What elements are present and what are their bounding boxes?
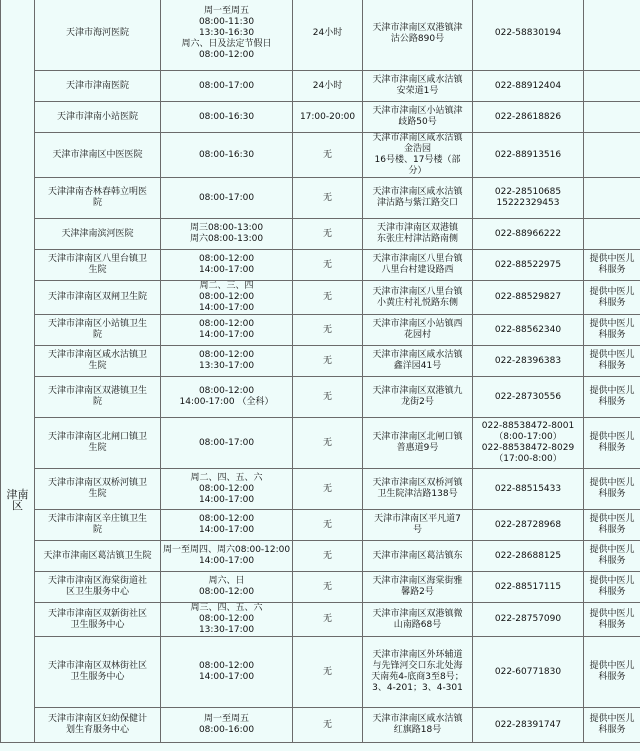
hospital-phone-line: 022-88912404 xyxy=(494,80,562,91)
hospital-address xyxy=(363,71,473,102)
opening-hours xyxy=(161,418,293,469)
table-row xyxy=(1,541,640,572)
hospital-address xyxy=(363,418,473,469)
hospital-name xyxy=(35,102,161,133)
opening-hours-line: 14:00-17:00 （全科） xyxy=(179,397,274,407)
opening-hours-line: 14:00-17:00 xyxy=(198,556,255,566)
opening-hours xyxy=(161,178,293,219)
evening-hours: 无 xyxy=(293,250,363,281)
opening-hours xyxy=(161,102,293,133)
evening-hours: 无 xyxy=(293,219,363,250)
hospital-name xyxy=(35,0,161,71)
hospital-address xyxy=(363,219,473,250)
hospital-address-line: 红旗路18号 xyxy=(393,725,442,735)
service-note-line: 科服务 xyxy=(598,397,626,407)
hospital-phone-line: 022-88538472-8001 xyxy=(481,421,575,431)
hospital-address-line: 小黄庄村礼悦路东侧 xyxy=(376,297,458,308)
opening-hours-line: 08:00-16:30 xyxy=(198,149,255,160)
opening-hours-line: 14:00-17:00 xyxy=(198,525,255,535)
evening-hours: 24小时 xyxy=(293,71,363,102)
hospital-phone xyxy=(473,71,584,102)
hospital-address-line: 16号楼、17号楼（部 xyxy=(374,155,461,165)
hospital-name-line: 生院 xyxy=(88,265,107,275)
opening-hours-line: 周六08:00-13:00 xyxy=(189,234,264,244)
opening-hours xyxy=(161,281,293,315)
opening-hours-line: 08:00-12:00 xyxy=(198,514,255,524)
hospital-address-line: 分） xyxy=(408,166,427,176)
evening-hours: 无 xyxy=(293,418,363,469)
hospital-address-line: 天津市津南区咸水沽镇 xyxy=(372,75,463,85)
hospital-phone xyxy=(473,469,584,510)
hospital-phone-line: 022-28396383 xyxy=(494,355,562,366)
service-note xyxy=(584,469,640,510)
table-row xyxy=(1,178,640,219)
opening-hours-line: 周二、三、四 xyxy=(199,281,254,291)
hospital-name-line: 天津市津南区海棠街道社 xyxy=(47,576,147,586)
opening-hours-line: 08:00-12:00 xyxy=(198,254,255,264)
opening-hours-line: 周二、四、五、六 xyxy=(190,472,263,483)
service-note xyxy=(584,637,640,708)
service-note xyxy=(584,541,640,572)
hospital-name-line: 天津市津南区八里台镇卫 xyxy=(47,254,147,264)
opening-hours xyxy=(161,603,293,637)
hospital-address-line: 安荣道1号 xyxy=(396,86,439,96)
hospital-name xyxy=(35,708,161,743)
hospital-name xyxy=(35,133,161,178)
hospital-name-line: 卫生服务中心 xyxy=(70,619,125,630)
opening-hours-line: 08:00-12:00 xyxy=(198,50,255,60)
opening-hours xyxy=(161,637,293,708)
service-note xyxy=(584,250,640,281)
hospital-phone xyxy=(473,281,584,315)
service-note-line: 提供中医儿 xyxy=(589,386,635,396)
hospital-phone-line: 022-88913516 xyxy=(494,149,562,160)
table-row xyxy=(1,603,640,637)
opening-hours-line: 周三08:00-13:00 xyxy=(189,223,264,233)
opening-hours xyxy=(161,71,293,102)
hospital-address-line: 天津市津南区双桥河镇 xyxy=(372,478,463,488)
hospital-address xyxy=(363,541,473,572)
service-note xyxy=(584,708,640,743)
hospital-phone-line: 022-28757090 xyxy=(494,614,562,624)
service-note-line: 科服务 xyxy=(598,725,626,735)
service-note-line: 提供中医儿 xyxy=(589,661,635,671)
service-note xyxy=(584,133,640,178)
hospital-phone-line: 022-88522975 xyxy=(494,259,562,270)
table-row xyxy=(1,469,640,510)
table-row xyxy=(1,572,640,603)
hospital-phone xyxy=(473,603,584,637)
hospital-address-line: 天津市津南区双港镇 xyxy=(376,223,458,233)
hospital-address-line: 天津市津南区小站镇西 xyxy=(372,319,463,329)
hospital-address xyxy=(363,250,473,281)
hospital-name-line: 卫生服务中心 xyxy=(70,672,125,682)
hospital-name-line: 天津市津南区辛庄镇卫生 xyxy=(47,514,147,524)
hospital-address-line: 天津市津南区葛沽镇东 xyxy=(372,550,463,561)
hospital-phone-line: 022-28728968 xyxy=(494,519,562,530)
service-note-line: 提供中医儿 xyxy=(589,608,635,619)
hospital-address-line: 鑫洋园41号 xyxy=(393,361,442,371)
hospital-name-line: 天津市津南区双林街社区 xyxy=(47,661,147,671)
hospital-name-line: 天津市津南小站医院 xyxy=(56,111,138,122)
opening-hours-line: 08:00-12:00 xyxy=(198,614,255,624)
opening-hours xyxy=(161,219,293,250)
hospital-phone-line: 022-88529827 xyxy=(494,292,562,302)
opening-hours xyxy=(161,0,293,71)
service-note-line: 科服务 xyxy=(598,525,626,535)
table-row xyxy=(1,281,640,315)
hospital-name xyxy=(35,572,161,603)
hospital-address-line: 3、4-201；3、4-301 xyxy=(372,683,463,693)
hospital-phone-line: 022-60771830 xyxy=(494,666,562,677)
hospital-name-line: 天津市津南区双桥河镇卫 xyxy=(47,478,147,488)
hospital-phone xyxy=(473,133,584,178)
hospital-name xyxy=(35,281,161,315)
service-note-line: 提供中医儿 xyxy=(589,514,635,524)
table-row xyxy=(1,315,640,346)
hospital-name xyxy=(35,510,161,541)
opening-hours-line: 14:00-17:00 xyxy=(198,303,255,313)
hospital-address xyxy=(363,377,473,418)
hospital-phone xyxy=(473,346,584,377)
evening-hours: 无 xyxy=(293,708,363,743)
hospital-name xyxy=(35,178,161,219)
hospital-name-line: 划生育服务中心 xyxy=(65,725,129,735)
hospital-address-line: 与先锋河交口东北处海 xyxy=(372,661,463,671)
hospital-address-line: 天津市津南区咸水沽镇 xyxy=(372,133,463,143)
hospital-name-line: 生院 xyxy=(88,443,107,453)
hospital-phone xyxy=(473,510,584,541)
hospital-address-line: 山南路68号 xyxy=(393,619,442,630)
hospital-phone xyxy=(473,377,584,418)
opening-hours-line: 08:00-12:00 xyxy=(198,483,255,494)
hospital-name-line: 区卫生服务中心 xyxy=(65,587,129,597)
service-note-line: 科服务 xyxy=(598,619,626,630)
district-cell: 津南区 xyxy=(1,0,35,743)
hospital-address-line: 天津市津南区小站镇津 xyxy=(372,106,463,116)
hospital-address-line: 沽公路890号 xyxy=(390,33,445,44)
opening-hours xyxy=(161,510,293,541)
service-note xyxy=(584,377,640,418)
hospital-name-line: 天津市津南区葛沽镇卫生院 xyxy=(43,550,152,561)
evening-hours: 无 xyxy=(293,178,363,219)
hospital-name xyxy=(35,418,161,469)
table-row xyxy=(1,637,640,708)
hospital-name-line: 天津市津南医院 xyxy=(65,80,129,91)
service-note-line: 提供中医儿 xyxy=(589,714,635,724)
service-note xyxy=(584,346,640,377)
hospital-phone xyxy=(473,0,584,71)
service-note-line: 提供中医儿 xyxy=(589,350,635,360)
evening-hours: 无 xyxy=(293,637,363,708)
service-note-line: 提供中医儿 xyxy=(589,478,635,488)
service-note-line: 科服务 xyxy=(598,265,626,275)
hospital-address-line: 天津市津南区咸水沽镇 xyxy=(372,350,463,360)
opening-hours-line: 08:00-12:00 xyxy=(198,587,255,597)
hospital-name xyxy=(35,219,161,250)
hospital-name-line: 天津市津南区双港镇卫生 xyxy=(47,386,147,396)
hospital-address-line: 花园村 xyxy=(403,330,431,340)
opening-hours xyxy=(161,133,293,178)
opening-hours-line: 14:00-17:00 xyxy=(198,265,255,275)
hospital-phone xyxy=(473,572,584,603)
evening-hours: 无 xyxy=(293,281,363,315)
hospital-name-line: 天津市津南区妇幼保健计 xyxy=(47,714,147,724)
opening-hours-line: 周六、日 xyxy=(208,576,245,586)
service-note-line: 科服务 xyxy=(598,330,626,340)
hospital-name xyxy=(35,603,161,637)
hospital-phone xyxy=(473,418,584,469)
service-note xyxy=(584,418,640,469)
opening-hours-line: 周一至周五 xyxy=(203,714,249,724)
opening-hours-line: 13:30-17:00 xyxy=(198,625,255,635)
hospital-address-line: 号 xyxy=(412,525,422,535)
hospital-address xyxy=(363,510,473,541)
hospital-address-line: 普惠道9号 xyxy=(396,443,439,453)
service-note-line: 科服务 xyxy=(598,361,626,371)
opening-hours-line: 14:00-17:00 xyxy=(198,330,255,340)
opening-hours-line: 周六、日及法定节假日 xyxy=(181,39,272,49)
service-note-line: 科服务 xyxy=(598,489,626,499)
hospital-address-line: 歧路50号 xyxy=(398,117,437,127)
hospital-name xyxy=(35,346,161,377)
service-note xyxy=(584,572,640,603)
opening-hours-line: 08:00-12:00 xyxy=(198,292,255,302)
hospital-phone-line: 15222329453 xyxy=(496,198,560,208)
hospital-address xyxy=(363,572,473,603)
opening-hours xyxy=(161,572,293,603)
hospital-phone xyxy=(473,708,584,743)
table-row xyxy=(1,418,640,469)
service-note xyxy=(584,510,640,541)
service-note-line: 提供中医儿 xyxy=(589,545,635,555)
hospital-address-line: 天津市津南区双港镇九 xyxy=(372,386,463,396)
hospital-address xyxy=(363,469,473,510)
hospital-address xyxy=(363,0,473,71)
hospital-phone-line: 022-88562340 xyxy=(494,324,562,335)
hospital-address xyxy=(363,133,473,178)
hospital-phone xyxy=(473,637,584,708)
hospital-phone-line: 022-88538472-8029 xyxy=(481,443,575,453)
service-note xyxy=(584,178,640,219)
opening-hours-line: 08:00-11:30 xyxy=(198,17,255,27)
opening-hours-line: 周一至周五 xyxy=(203,6,249,16)
opening-hours-line: 周一至周四、周六08:00-12:00 xyxy=(163,545,291,555)
service-note xyxy=(584,603,640,637)
table-row xyxy=(1,377,640,418)
hospital-name xyxy=(35,71,161,102)
hospital-address xyxy=(363,315,473,346)
hospital-name-line: 生院 xyxy=(88,361,107,371)
service-note-line: 提供中医儿 xyxy=(589,319,635,329)
opening-hours-line: 08:00-12:00 xyxy=(198,319,255,329)
hospital-address-line: 天津市津南区咸水沽镇 xyxy=(372,187,463,197)
hospital-phone-line: 022-88966222 xyxy=(494,228,562,239)
hospital-address-line: 馨路2号 xyxy=(401,587,434,597)
hospital-phone-line: 022-28510685 xyxy=(494,187,562,197)
hospital-address xyxy=(363,102,473,133)
hospital-name-line: 院 xyxy=(92,330,102,340)
service-note-line: 提供中医儿 xyxy=(589,432,635,442)
table-row xyxy=(1,250,640,281)
evening-hours: 无 xyxy=(293,603,363,637)
hospital-phone-line: 022-58830194 xyxy=(494,28,562,38)
table-row xyxy=(1,71,640,102)
opening-hours-line: 13:30-16:30 xyxy=(198,28,255,38)
hospital-phone-line: 022-28391747 xyxy=(494,719,562,730)
opening-hours-line: 08:00-16:00 xyxy=(198,725,255,735)
service-note xyxy=(584,281,640,315)
hospital-address xyxy=(363,637,473,708)
hospital-address-line: 金浩园 xyxy=(403,144,431,154)
hospital-name-line: 生院 xyxy=(88,489,107,499)
opening-hours-line: 08:00-12:00 xyxy=(198,350,255,360)
opening-hours xyxy=(161,377,293,418)
hospital-address-line: 天津市津南区咸水沽镇 xyxy=(372,714,463,724)
hospital-address-line: 卫生院津沽路138号 xyxy=(377,489,458,499)
opening-hours xyxy=(161,250,293,281)
evening-hours: 24小时 xyxy=(293,0,363,71)
table-row xyxy=(1,708,640,743)
hospital-address-line: 天津市津南区海棠街雅 xyxy=(372,576,463,586)
hospital-address xyxy=(363,603,473,637)
hospital-address-line: 天南苑4-底商3至8号； xyxy=(371,672,464,682)
opening-hours xyxy=(161,346,293,377)
hospital-name xyxy=(35,377,161,418)
hospital-phone-line: （8:00-17:00） xyxy=(494,432,562,442)
hospital-name-line: 天津市津南区中医医院 xyxy=(52,149,143,160)
hospital-address-line: 天津市津南区双港镇津 xyxy=(372,22,463,33)
opening-hours-line: 08:00-16:30 xyxy=(198,111,255,122)
hospital-address-line: 天津市津南区双港镇微 xyxy=(372,608,463,619)
evening-hours: 无 xyxy=(293,510,363,541)
hospital-phone xyxy=(473,178,584,219)
table-row xyxy=(1,133,640,178)
hospital-address-line: 天津市津南区平凡道7 xyxy=(374,514,461,524)
service-note xyxy=(584,315,640,346)
hospital-name-line: 天津市津南区咸水沽镇卫 xyxy=(47,350,147,360)
hospital-address-line: 天津市津南区北闸口镇 xyxy=(372,432,463,442)
evening-hours: 无 xyxy=(293,315,363,346)
opening-hours-line: 08:00-12:00 xyxy=(198,386,255,396)
hospital-name xyxy=(35,637,161,708)
hospital-address xyxy=(363,708,473,743)
hospital-name-line: 院 xyxy=(92,198,102,208)
hospital-name xyxy=(35,541,161,572)
hospital-phone-line: 022-88515433 xyxy=(494,483,562,494)
hospital-address-line: 东张庄村津沽路南侧 xyxy=(376,234,458,244)
opening-hours-line: 14:00-17:00 xyxy=(198,672,255,682)
opening-hours xyxy=(161,708,293,743)
hospital-phone-line: 022-28688125 xyxy=(494,550,562,561)
hospital-address xyxy=(363,178,473,219)
service-note xyxy=(584,71,640,102)
evening-hours: 无 xyxy=(293,346,363,377)
table-row xyxy=(1,219,640,250)
evening-hours: 无 xyxy=(293,469,363,510)
service-note-line: 提供中医儿 xyxy=(589,286,635,297)
table-row xyxy=(1,0,640,71)
hospital-name-line: 天津市津南区小站镇卫生 xyxy=(47,319,147,329)
service-note-line: 科服务 xyxy=(598,672,626,682)
hospital-phone-line: 022-28618826 xyxy=(494,111,562,122)
hospital-address-line: 津沽路与紫江路交口 xyxy=(376,198,458,208)
opening-hours-line: 14:00-17:00 xyxy=(198,494,255,505)
hospital-phone xyxy=(473,250,584,281)
opening-hours-line: 08:00-17:00 xyxy=(198,437,255,448)
hospital-address xyxy=(363,281,473,315)
hospital-phone xyxy=(473,102,584,133)
hospital-name xyxy=(35,250,161,281)
table-row xyxy=(1,102,640,133)
service-note-line: 提供中医儿 xyxy=(589,576,635,586)
opening-hours-line: 08:00-17:00 xyxy=(198,80,255,91)
hospital-name-line: 院 xyxy=(92,397,102,407)
opening-hours-line: 08:00-12:00 xyxy=(198,661,255,671)
service-note-line: 科服务 xyxy=(598,587,626,597)
opening-hours-line: 08:00-17:00 xyxy=(198,192,255,203)
evening-hours: 无 xyxy=(293,133,363,178)
hospital-phone-line: 022-28730556 xyxy=(494,391,562,402)
hospital-name-line: 天津津南滨河医院 xyxy=(61,228,134,239)
table-row xyxy=(1,510,640,541)
opening-hours-line: 周三、四、五、六 xyxy=(190,603,263,613)
hospital-name-line: 天津津南杏林春韩立明医 xyxy=(47,187,147,197)
hospital-name xyxy=(35,315,161,346)
opening-hours-line: 13:30-17:00 xyxy=(198,361,255,371)
service-note-line: 科服务 xyxy=(598,556,626,566)
hospital-phone xyxy=(473,219,584,250)
hospital-name xyxy=(35,469,161,510)
service-note xyxy=(584,0,640,71)
service-note-line: 科服务 xyxy=(598,297,626,308)
opening-hours xyxy=(161,541,293,572)
hospital-address-line: 天津市津南区八里台镇 xyxy=(372,254,463,264)
evening-hours: 无 xyxy=(293,572,363,603)
opening-hours xyxy=(161,469,293,510)
evening-hours: 无 xyxy=(293,541,363,572)
service-note xyxy=(584,219,640,250)
hospital-name-line: 天津市津南区北闸口镇卫 xyxy=(47,432,147,442)
hospital-phone-line: （17:00-8:00） xyxy=(494,454,562,464)
hospital-address-line: 天津市津南区外环辅道 xyxy=(372,650,463,660)
service-note-line: 科服务 xyxy=(598,443,626,453)
hospital-name-line: 院 xyxy=(92,525,102,535)
hospital-phone-line: 022-88517115 xyxy=(494,581,562,592)
hospital-address xyxy=(363,346,473,377)
hospital-address-line: 天津市津南区八里台镇 xyxy=(372,286,463,297)
opening-hours xyxy=(161,315,293,346)
evening-hours: 无 xyxy=(293,377,363,418)
hospital-name-line: 天津市海河医院 xyxy=(65,28,129,38)
hospital-name-line: 天津市津南区双闸卫生院 xyxy=(47,292,147,302)
hospital-phone xyxy=(473,315,584,346)
hospital-address-line: 八里台村建设路西 xyxy=(381,265,454,275)
service-note-line: 提供中医儿 xyxy=(589,254,635,264)
hospital-address-line: 龙街2号 xyxy=(401,397,434,407)
service-note xyxy=(584,102,640,133)
table-row xyxy=(1,346,640,377)
hospital-phone xyxy=(473,541,584,572)
hospital-name-line: 天津市津南区双新街社区 xyxy=(47,608,147,619)
evening-hours: 17:00-20:00 xyxy=(293,102,363,133)
